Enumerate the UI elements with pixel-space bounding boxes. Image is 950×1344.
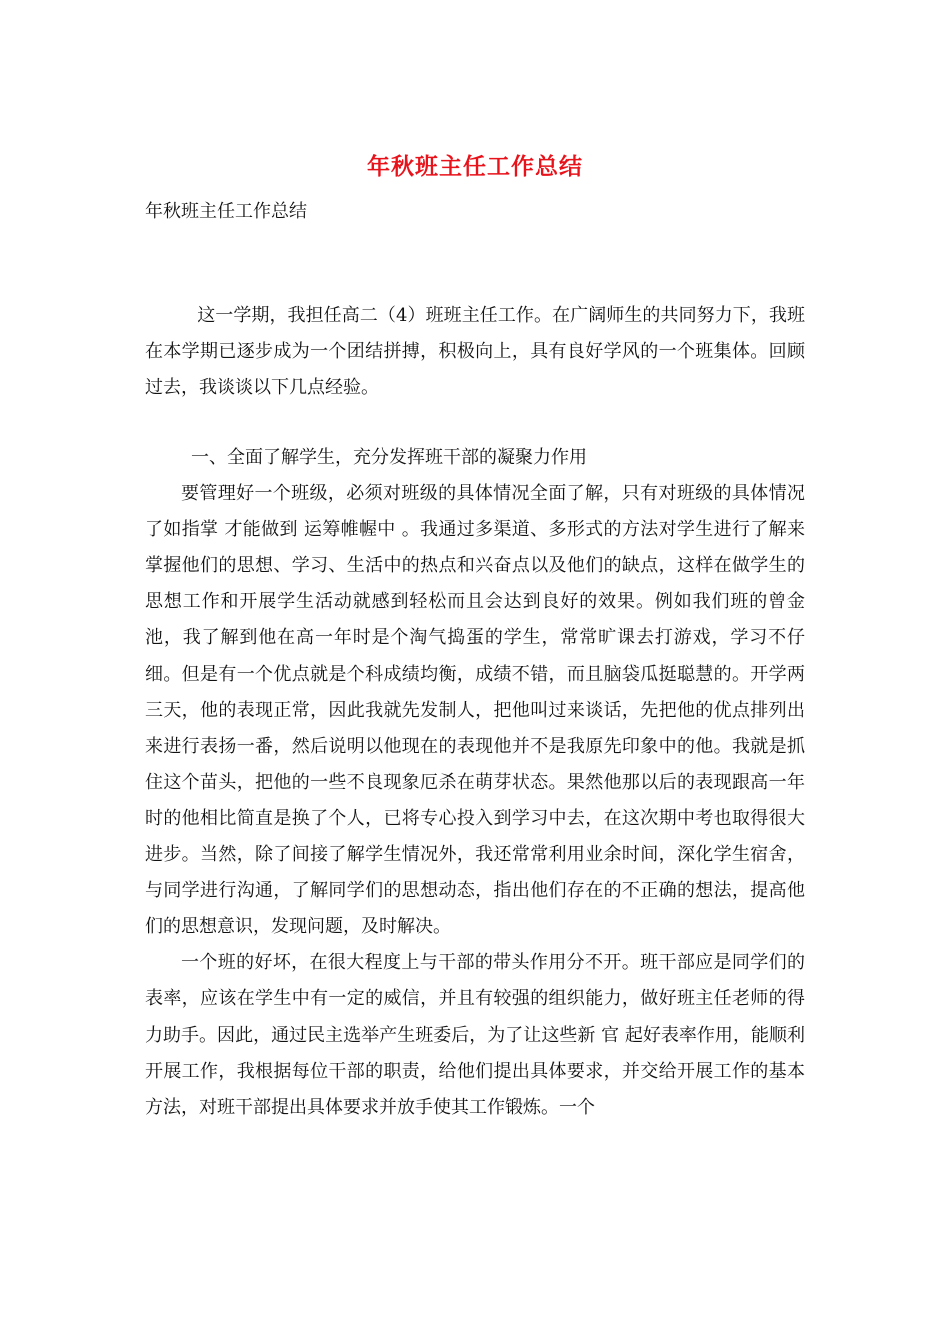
section-one [145,440,805,1126]
document-title: 年秋班主任工作总结 [367,153,583,180]
intro-section [145,298,805,406]
intro-paragraph: 这一学期，我担任高二（4）班班主任工作。在广阔师生的共同努力下，我班在本学期已逐步成为一个团结拼搏，积极向上，具有良好学风的一个班集体。回顾过去，我谈谈以下几点经验。 [145,305,805,399]
document-subtitle: 年秋班主任工作总结 [145,201,307,222]
section-heading: 一、全面了解学生，充分发挥班干部的凝聚力作用 [191,447,587,468]
body-paragraph-2: 一个班的好坏，在很大程度上与干部的带头作用分不开。班干部应是同学们的表率，应该在学生中有一定的威信，并且有较强的组织能力，做好班主任老师的得力助手。因此，通过民主选举产生班委后，为了让这些新 官 起好表率作用，能顺利开展工作，我根据每位干部的职责，给他们提出具体要求，并交给开展工作的基本方法，对班干部提出具体要求并放手使其工作锻炼。一个 [145,952,805,1118]
body-paragraph-1: 要管理好一个班级，必须对班级的具体情况全面了解，只有对班级的具体情况 了如指掌 才能做到 运筹帷幄中 。我通过多渠道、多形式的方法对学生进行了解来掌握他们的思想、学习、生活中的热点和兴奋点以及他们的缺点，这样在做学生的思想工作和开展学生活动就感到轻松而且会达到良好的效果。例如我们班的曾金池，我了解到他在高一年时是个淘气捣蛋的学生，常常旷课去打游戏，学习不仔细。但是有一个优点就是个科成绩均衡，成绩不错，而且脑袋瓜挺聪慧的。开学两三天，他的表现正常，因此我就先发制人，把他叫过来谈话，先把他的优点排列出来进行表扬一番，然后说明以他现在的表现他并不是我原先印象中的他。我就是抓住这个苗头，把他的一些不良现象厄杀在萌芽状态。果然他那以后的表现跟高一年时的他相比简直是换了个人，已将专心投入到学习中去，在这次期中考也取得很大进步。当然，除了间接了解学生情况外，我还常常利用业余时间，深化学生宿舍，与同学进行沟通，了解同学们的思想动态，指出他们存在的不正确的想法，提高他们的思想意识，发现问题，及时解决。 [145,483,805,938]
